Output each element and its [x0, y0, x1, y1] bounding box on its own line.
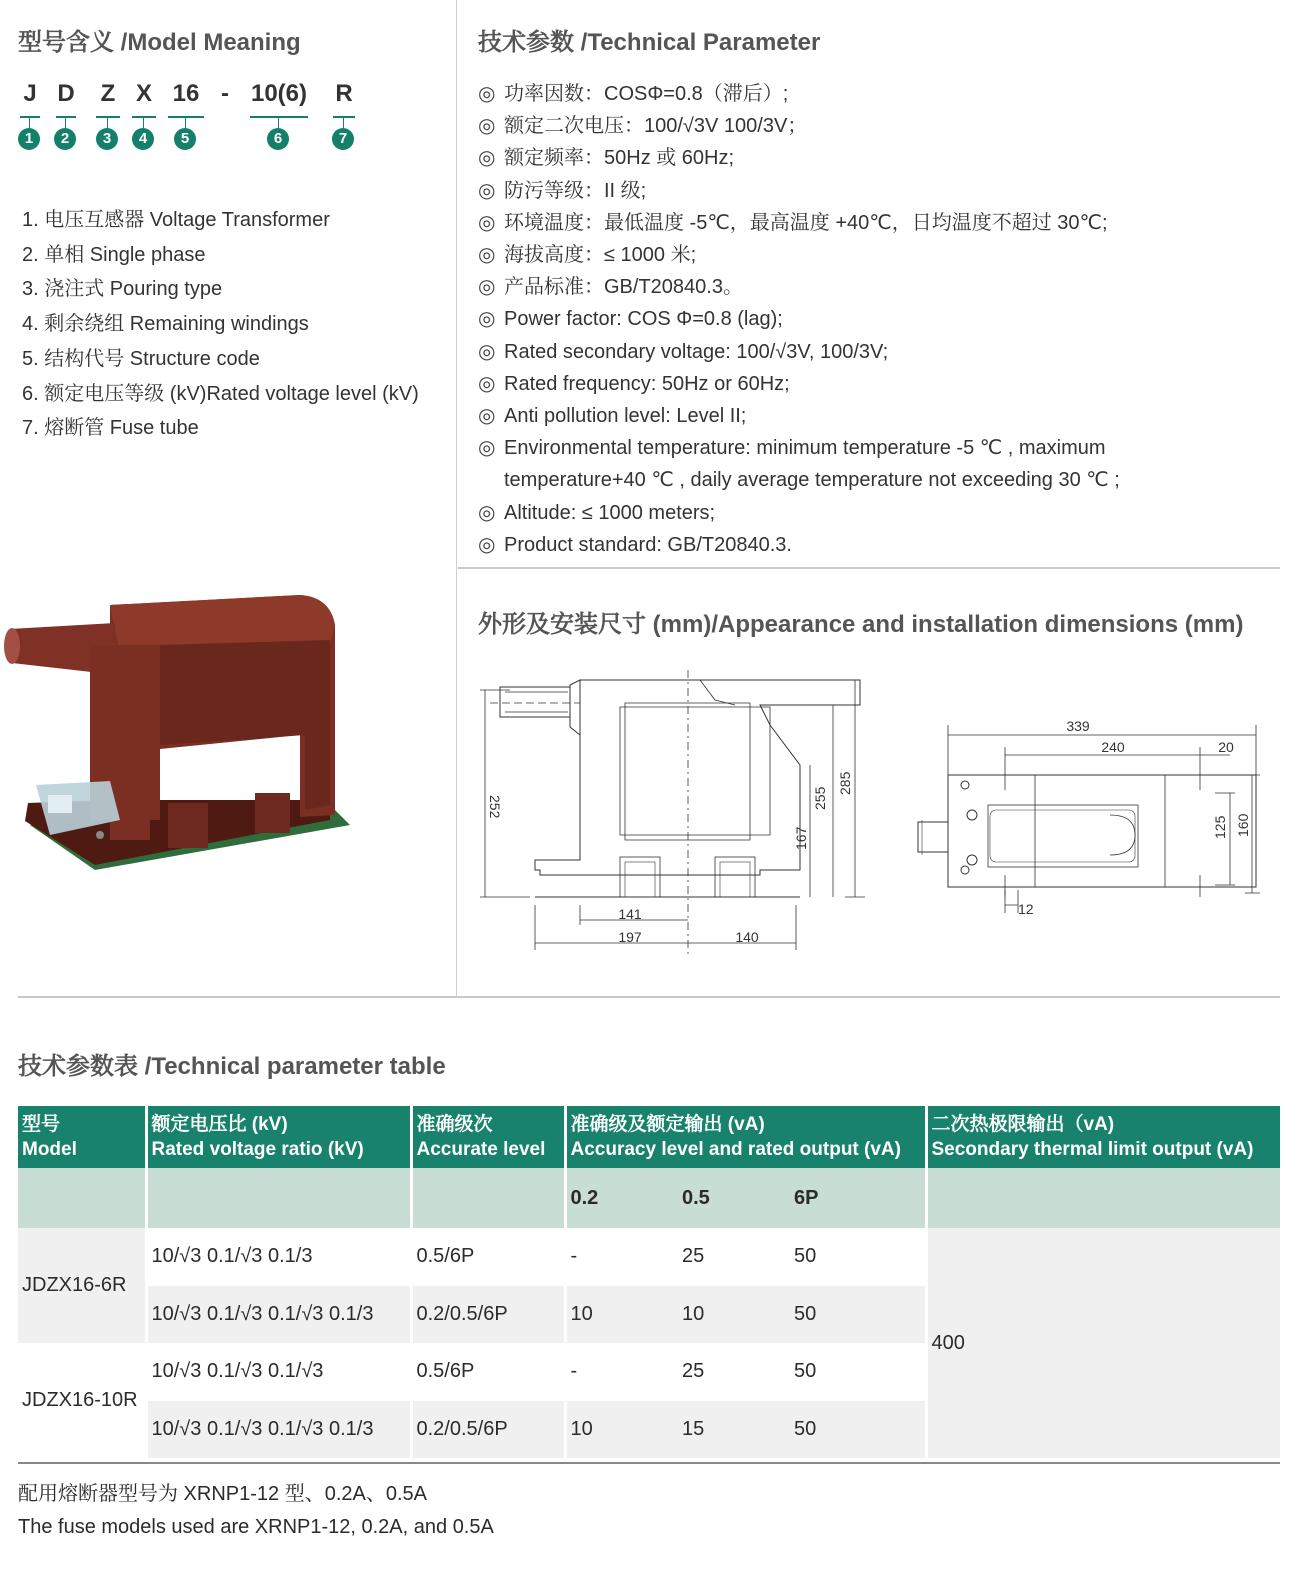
param-item: ◎ Anti pollution level: Level II;	[478, 400, 1120, 432]
column-divider	[456, 0, 457, 998]
section-divider	[458, 567, 1280, 569]
dim-140: 140	[735, 929, 759, 945]
param-item: ◎ 功率因数：COSΦ=0.8（滞后）;	[478, 78, 1120, 110]
value-02-cell: 10	[565, 1286, 678, 1344]
ratio-cell: 10/√3 0.1/√3 0.1/3	[146, 1228, 411, 1286]
ratio-cell: 10/√3 0.1/√3 0.1/√3	[146, 1343, 411, 1401]
underline	[333, 116, 355, 118]
code-letter-x: X	[135, 80, 152, 107]
value-05-cell: 25	[678, 1228, 790, 1286]
value-05-cell: 10	[678, 1286, 790, 1344]
level-cell: 0.2/0.5/6P	[411, 1401, 565, 1459]
bullet-icon: ◎	[478, 211, 496, 234]
value-02-cell: 10	[565, 1401, 678, 1459]
model-meaning-title: 型号含义 /Model Meaning	[18, 29, 301, 56]
tick	[65, 116, 66, 128]
header-model: 型号 Model	[18, 1106, 146, 1168]
header-thermal: 二次热极限输出（vA) Secondary thermal limit output (vA)	[926, 1106, 1280, 1168]
code-index-1: 1	[18, 128, 40, 150]
list-item: 7. 熔断管 Fuse tube	[22, 417, 199, 440]
sub-header-02: 0.2	[565, 1168, 678, 1228]
value-6p-cell: 50	[790, 1343, 926, 1401]
dimension-drawing	[470, 665, 1290, 965]
ratio-cell: 10/√3 0.1/√3 0.1/√3 0.1/3	[146, 1401, 411, 1459]
bullet-icon: ◎	[478, 308, 496, 331]
underline	[168, 116, 204, 118]
sub-header-6p: 6P	[790, 1168, 926, 1228]
param-item: ◎ Rated frequency: 50Hz or 60Hz;	[478, 368, 1120, 400]
underline	[20, 116, 40, 118]
tick	[185, 116, 186, 128]
table-title: 技术参数表 /Technical parameter table	[18, 1053, 446, 1080]
underline	[132, 116, 156, 118]
dim-240: 240	[1101, 739, 1125, 755]
header-ratio: 额定电压比 (kV) Rated voltage ratio (kV)	[146, 1106, 411, 1168]
code-voltage: 10(6)	[250, 80, 308, 107]
list-item: 2. 单相 Single phase	[22, 243, 206, 266]
level-cell: 0.2/0.5/6P	[411, 1286, 565, 1344]
value-05-cell: 25	[678, 1343, 790, 1401]
dim-285: 285	[837, 771, 853, 795]
list-item: 3. 浇注式 Pouring type	[22, 278, 223, 301]
tick	[278, 116, 279, 128]
underline	[250, 116, 308, 118]
tick	[29, 116, 30, 128]
bullet-icon: ◎	[478, 372, 496, 395]
code-index-2: 2	[54, 128, 76, 150]
code-letter-j: J	[23, 80, 37, 107]
bullet-icon: ◎	[478, 276, 496, 299]
ratio-cell: 10/√3 0.1/√3 0.1/√3 0.1/3	[146, 1286, 411, 1344]
product-photo	[0, 585, 360, 885]
param-item: ◎ Altitude: ≤ 1000 meters;	[478, 497, 1120, 529]
code-letter-z: Z	[100, 80, 116, 107]
underline	[96, 116, 120, 118]
bullet-icon: ◎	[478, 501, 496, 524]
code-index-6: 6	[267, 128, 289, 150]
list-item: 6. 额定电压等级 (kV)Rated voltage level (kV)	[22, 382, 419, 405]
model-code-diagram	[18, 80, 378, 150]
fuse-notes	[18, 1478, 494, 1544]
bullet-icon: ◎	[478, 179, 496, 202]
dim-125: 125	[1212, 815, 1228, 839]
param-item-continued: temperature+40 ℃ , daily average temperature not exceeding 30 ℃ ;	[504, 469, 1120, 492]
param-item: ◎ Rated secondary voltage: 100/√3V, 100/3V;	[478, 336, 1120, 368]
param-item: ◎ 环境温度：最低温度 -5℃，最高温度 +40℃，日均温度不超过 30℃;	[478, 207, 1120, 239]
bullet-icon: ◎	[478, 115, 496, 138]
param-item: ◎ 额定频率：50Hz 或 60Hz;	[478, 142, 1120, 174]
code-index-5: 5	[174, 128, 196, 150]
header-level: 准确级次 Accurate level	[411, 1106, 565, 1168]
dim-160: 160	[1235, 813, 1251, 837]
code-index-3: 3	[96, 128, 118, 150]
parameter-table	[18, 1106, 1280, 1458]
param-item: ◎ 防污等级：II 级;	[478, 175, 1120, 207]
dim-252: 252	[487, 795, 503, 819]
note-en: The fuse models used are XRNP1-12, 0.2A, and 0.5A	[18, 1516, 494, 1538]
table-bottom-rule	[18, 1462, 1280, 1464]
code-number-16: 16	[172, 80, 200, 107]
technical-parameter-title: 技术参数 /Technical Parameter	[478, 29, 821, 56]
tick	[107, 116, 108, 128]
code-index-7: 7	[332, 128, 354, 150]
value-02-cell: -	[565, 1228, 678, 1286]
param-item: ◎ Product standard: GB/T20840.3.	[478, 529, 1120, 561]
bullet-icon: ◎	[478, 83, 496, 105]
level-cell: 0.5/6P	[411, 1228, 565, 1286]
dim-197: 197	[618, 929, 642, 945]
list-item: 1. 电压互感器 Voltage Transformer	[22, 209, 330, 231]
param-item: ◎ 海拔高度：≤ 1000 米;	[478, 239, 1120, 271]
value-6p-cell: 50	[790, 1228, 926, 1286]
dim-255: 255	[812, 786, 828, 810]
sub-header-row	[18, 1168, 1280, 1228]
tick	[143, 116, 144, 128]
code-letter-d: D	[57, 80, 75, 107]
bullet-icon: ◎	[478, 340, 496, 363]
header-rated-output: 准确级及额定输出 (vA) Accuracy level and rated output (vA)	[565, 1106, 926, 1168]
note-cn: 配用熔断器型号为 XRNP1-12 型、0.2A、0.5A	[18, 1483, 427, 1505]
bullet-icon: ◎	[478, 405, 496, 428]
value-02-cell: -	[565, 1343, 678, 1401]
level-cell: 0.5/6P	[411, 1343, 565, 1401]
table-header-row	[18, 1106, 1280, 1168]
dim-339: 339	[1066, 718, 1090, 734]
list-item: 5. 结构代号 Structure code	[22, 347, 260, 370]
param-item: ◎ 产品标准：GB/T20840.3。	[478, 271, 1120, 303]
appearance-title: 外形及安装尺寸 (mm)/Appearance and installation dimensions (mm)	[478, 611, 1244, 638]
code-letter-r: R	[335, 80, 353, 107]
list-item: 4. 剩余绕组 Remaining windings	[22, 313, 309, 336]
underline	[56, 116, 76, 118]
bullet-icon: ◎	[478, 437, 496, 460]
thermal-cell: 400	[926, 1228, 1280, 1458]
section-divider	[18, 996, 1280, 998]
dim-141: 141	[618, 906, 642, 922]
value-05-cell: 15	[678, 1401, 790, 1459]
code-dash: -	[221, 80, 229, 107]
dim-12: 12	[1018, 901, 1034, 917]
model-meaning-list	[22, 203, 419, 446]
param-item: ◎ 额定二次电压：100/√3V 100/3V；	[478, 110, 1120, 142]
model-cell: JDZX16-6R	[18, 1228, 146, 1343]
dim-20: 20	[1218, 739, 1234, 755]
tick	[343, 116, 344, 128]
table-row	[18, 1228, 1280, 1286]
bullet-icon: ◎	[478, 244, 496, 267]
value-6p-cell: 50	[790, 1401, 926, 1459]
bullet-icon: ◎	[478, 147, 496, 170]
param-item: ◎ Environmental temperature: minimum temperature -5 ℃ , maximum	[478, 432, 1120, 464]
technical-parameter-list	[478, 78, 1120, 561]
param-item: ◎ Power factor: COS Φ=0.8 (lag);	[478, 303, 1120, 335]
model-cell: JDZX16-10R	[18, 1343, 146, 1458]
code-index-4: 4	[132, 128, 154, 150]
bullet-icon: ◎	[478, 533, 496, 556]
sub-header-05: 0.5	[678, 1168, 790, 1228]
dim-167: 167	[793, 826, 809, 850]
value-6p-cell: 50	[790, 1286, 926, 1344]
